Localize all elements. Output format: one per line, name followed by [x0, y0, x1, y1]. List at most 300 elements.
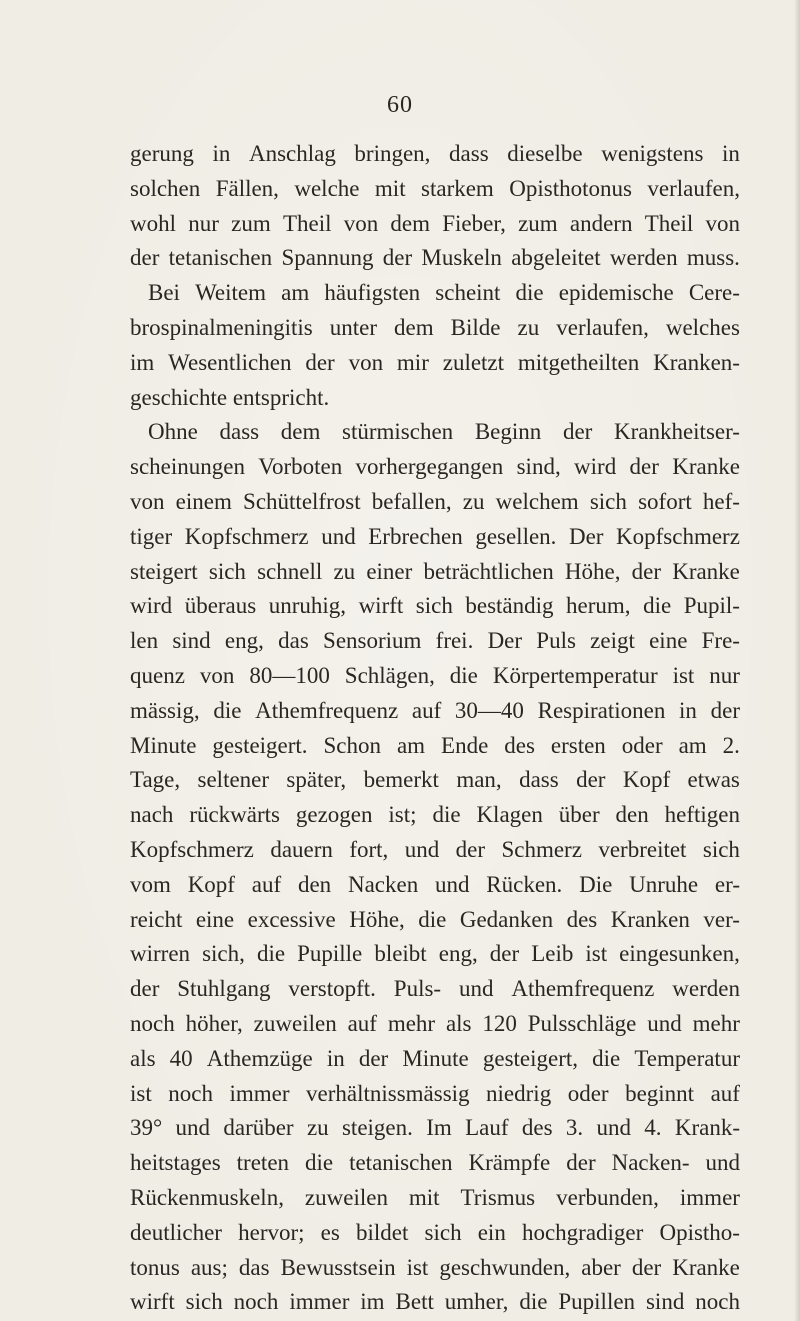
word: eingesunken, — [619, 941, 740, 967]
word: scheint — [435, 280, 501, 306]
word: Stuhlgang — [177, 976, 271, 1002]
word: andern — [569, 210, 633, 236]
word: scheinungen — [130, 454, 245, 480]
word: im — [130, 349, 155, 375]
word: die — [213, 697, 242, 723]
word: steigert — [130, 558, 198, 584]
text-line — [130, 172, 740, 207]
word: das — [238, 1254, 270, 1280]
word: zum — [231, 210, 271, 236]
text-line — [130, 346, 740, 381]
word: oder — [621, 732, 663, 758]
word: Cere- — [688, 280, 740, 306]
word: und — [435, 871, 470, 897]
word: excessive — [247, 906, 336, 932]
word: sich — [589, 488, 627, 514]
word: der — [631, 558, 662, 584]
word: herum, — [566, 593, 631, 619]
word: und — [404, 836, 440, 862]
word: werden — [609, 245, 678, 271]
word: eine — [195, 906, 235, 932]
word: wird — [130, 593, 173, 619]
word: die — [643, 593, 672, 619]
text-line — [130, 1042, 740, 1077]
word: sich, — [202, 941, 245, 967]
word: die — [432, 802, 461, 828]
word: man, — [456, 767, 502, 793]
word: Bei — [148, 280, 180, 306]
word: Weitem — [195, 280, 267, 306]
word: dass — [519, 767, 559, 793]
word: von — [343, 210, 379, 236]
word: die — [418, 906, 447, 932]
text-line — [130, 137, 740, 172]
word: epidemische — [558, 280, 674, 306]
word: des — [566, 906, 598, 932]
word: das — [278, 628, 309, 654]
word: später, — [286, 767, 347, 793]
text-line — [130, 903, 740, 938]
word: noch — [130, 1010, 175, 1036]
word: 39° — [130, 1115, 163, 1141]
text-line — [130, 1216, 740, 1251]
word: aus; — [190, 1254, 228, 1280]
word: noch — [168, 1080, 213, 1106]
word: der — [305, 349, 335, 375]
word: er- — [714, 871, 740, 897]
word: der — [455, 836, 486, 862]
word: über — [558, 802, 600, 828]
word: ver- — [703, 906, 740, 932]
word: quenz — [130, 662, 185, 688]
word: der — [562, 419, 593, 445]
page-number: 60 — [387, 92, 413, 118]
text-line — [130, 659, 740, 694]
word: dem — [280, 419, 321, 445]
word: Der — [568, 523, 604, 549]
word: schnell — [257, 558, 323, 584]
word: 30—40 — [454, 697, 524, 723]
word: nur — [188, 210, 219, 236]
word: Fieber, — [442, 210, 506, 236]
word: Athemfrequenz — [255, 697, 399, 723]
word: wirren — [130, 941, 191, 967]
word: geschwunden, — [439, 1254, 571, 1280]
word: Tage, — [130, 767, 181, 793]
word: Minute — [130, 732, 197, 758]
word: zeigt — [590, 628, 635, 654]
word: eng, — [438, 941, 478, 967]
word: Pupillen — [558, 1289, 636, 1315]
word: sich — [424, 1219, 462, 1245]
word: die — [305, 1150, 334, 1176]
text-line — [130, 415, 740, 450]
text-line — [130, 207, 740, 242]
word: 80—100 — [249, 662, 330, 688]
word: Theil — [644, 210, 694, 236]
word: hef- — [702, 488, 740, 514]
word: Trismus — [460, 1184, 536, 1210]
word: Opistho- — [659, 1219, 740, 1245]
word: tetanischen — [168, 245, 273, 271]
word: des — [504, 732, 535, 758]
word: zu — [306, 1115, 329, 1141]
word: unruhig, — [268, 593, 347, 619]
word: mitgetheilten — [517, 349, 640, 375]
word: Fre- — [701, 628, 740, 654]
word: umher, — [444, 1289, 509, 1315]
word: beginnt — [625, 1080, 695, 1106]
text-line — [130, 520, 740, 555]
word: mit — [408, 1184, 440, 1210]
text-line — [130, 868, 740, 903]
word: aber — [581, 1254, 621, 1280]
word: am — [281, 280, 310, 306]
word: Krankheitser- — [613, 419, 740, 445]
word: eng, — [224, 628, 264, 654]
word: von — [130, 488, 165, 514]
word: gezogen — [295, 802, 373, 828]
word: zuweilen — [253, 1010, 337, 1036]
word: einem — [175, 488, 232, 514]
word: vorhergegangen — [355, 454, 504, 480]
text-line — [130, 1007, 740, 1042]
word: zu — [517, 314, 540, 340]
text-line — [130, 729, 740, 764]
word: Respirationen — [537, 697, 666, 723]
word: immer — [289, 1289, 350, 1315]
word: deutlicher — [130, 1219, 222, 1245]
word: es — [320, 1219, 340, 1245]
word: Anschlag — [248, 141, 336, 166]
word: die — [515, 280, 544, 306]
word: in — [722, 141, 740, 166]
word: bleibt — [374, 941, 427, 967]
word: mässig, — [130, 697, 200, 723]
word: Kranken- — [653, 349, 740, 375]
word: und — [458, 976, 494, 1002]
word: ist — [585, 941, 608, 967]
word: Lauf — [465, 1115, 509, 1141]
word: 2. — [722, 732, 740, 758]
word: 4. — [644, 1115, 662, 1141]
word: sofort — [638, 488, 692, 514]
word: auf — [347, 1010, 377, 1036]
word: der — [710, 697, 740, 723]
word: Krämpfe — [468, 1150, 551, 1176]
word: zuletzt — [442, 349, 505, 375]
word: hervor; — [238, 1219, 305, 1245]
word: verbunden, — [556, 1184, 659, 1210]
word: tonus — [130, 1254, 180, 1280]
word: sich — [208, 558, 246, 584]
text-line — [130, 763, 740, 798]
word: Klagen — [476, 802, 543, 828]
word: der — [358, 1045, 389, 1071]
word: etwas — [687, 767, 740, 793]
word: wird — [574, 454, 617, 480]
word: mit — [374, 175, 406, 201]
word: den — [615, 802, 649, 828]
word: treten — [236, 1150, 290, 1176]
word: Theil — [282, 210, 332, 236]
text-line — [130, 1146, 740, 1181]
word: den — [297, 871, 332, 897]
word: in — [326, 1045, 345, 1071]
word: Pupille — [297, 941, 363, 967]
word: von — [199, 662, 235, 688]
word: sich — [185, 1289, 223, 1315]
word: und — [705, 1150, 740, 1176]
word: des — [521, 1115, 553, 1141]
word: der — [382, 245, 413, 271]
word: immer — [679, 1184, 740, 1210]
text-line — [130, 1111, 740, 1146]
word: sind — [645, 1289, 685, 1315]
word: zum — [518, 210, 558, 236]
text-line — [130, 450, 740, 485]
word: Bett — [395, 1289, 434, 1315]
word: bringen, — [354, 141, 431, 166]
word: von — [348, 349, 384, 375]
word: sind, — [516, 454, 561, 480]
word: am — [396, 732, 426, 758]
word: der — [576, 767, 606, 793]
word: Sensorium — [323, 628, 422, 654]
body-text — [130, 137, 740, 1320]
text-line — [130, 276, 740, 311]
word: wirft — [358, 593, 404, 619]
word: beständig — [465, 593, 554, 619]
word: sind — [172, 628, 211, 654]
word: in — [679, 697, 697, 723]
word: Krank- — [674, 1115, 740, 1141]
text-line — [130, 1251, 740, 1286]
word: zuweilen — [304, 1184, 388, 1210]
word: Unruhe — [629, 871, 699, 897]
word: vom — [130, 871, 171, 897]
word: Wesentlichen — [168, 349, 292, 375]
text-line — [130, 937, 740, 972]
page-edge-shadow — [794, 0, 800, 1321]
word: abgeleitet — [511, 245, 601, 271]
word: von — [705, 210, 740, 236]
word: wirft — [130, 1289, 175, 1315]
text-line — [130, 694, 740, 729]
word: Pulsschläge — [527, 1010, 637, 1036]
word: der — [130, 976, 160, 1002]
word: dem — [394, 314, 434, 340]
word: mehr — [692, 1010, 740, 1036]
word: dauern — [270, 836, 333, 862]
word: Die — [579, 871, 613, 897]
word: Nacken- — [611, 1150, 690, 1176]
word: Rückenmuskeln, — [130, 1184, 284, 1210]
word: reicht — [130, 906, 183, 932]
word: 3. — [565, 1115, 584, 1141]
word: der — [629, 454, 659, 480]
word: welche — [294, 175, 360, 201]
word: beträchtlichen — [423, 558, 554, 584]
word: wohl — [130, 210, 176, 236]
word: ist — [406, 1254, 429, 1280]
word: gesteigert. — [212, 732, 308, 758]
word: noch — [695, 1289, 740, 1315]
word: Höhe, — [564, 558, 621, 584]
word: muss. — [686, 245, 740, 271]
word: tetanischen — [349, 1150, 453, 1176]
word: mehr — [387, 1010, 436, 1036]
word: höher, — [185, 1010, 243, 1036]
word: brospinalmeningitis — [130, 314, 313, 340]
word: im — [360, 1289, 385, 1315]
word: tiger — [130, 523, 173, 549]
word: eine — [649, 628, 688, 654]
word: rückwärts — [189, 802, 280, 828]
word: Ende — [441, 732, 489, 758]
word: überaus — [184, 593, 257, 619]
word: mir — [396, 349, 429, 375]
word: Muskeln — [421, 245, 502, 271]
word: Der — [487, 628, 523, 654]
word: Rücken. — [486, 871, 563, 897]
word: die — [256, 941, 286, 967]
word: Kranken — [610, 906, 690, 932]
text-line — [130, 241, 740, 276]
word: auf — [411, 697, 442, 723]
text-line — [130, 833, 740, 868]
text-line: geschichte entspricht. — [130, 384, 330, 410]
word: der — [566, 1150, 596, 1176]
word: steigen. — [341, 1115, 413, 1141]
word: in — [212, 141, 231, 166]
word: gesteigert, — [482, 1045, 579, 1071]
word: Nacken — [347, 871, 419, 897]
text-line — [130, 1181, 740, 1216]
word: solchen — [130, 175, 201, 201]
word: Kranke — [672, 558, 740, 584]
word: Athemfrequenz — [511, 976, 655, 1002]
word: stürmischen — [342, 419, 454, 445]
word: ist — [672, 662, 695, 688]
word: ein — [477, 1219, 506, 1245]
word: Vorboten — [258, 454, 343, 480]
word: Minute — [402, 1045, 469, 1071]
text-line — [130, 311, 740, 346]
word: wenigstens — [601, 141, 704, 166]
word: ersten — [550, 732, 606, 758]
text-line — [130, 798, 740, 833]
word: zu — [462, 488, 485, 514]
word: Höhe, — [349, 906, 405, 932]
word: Ohne — [148, 419, 198, 445]
word: zu — [333, 558, 356, 584]
word: verhältnissmässig — [306, 1080, 470, 1106]
word: fort, — [349, 836, 389, 862]
word: Kopfschmerz — [184, 523, 309, 549]
word: bemerkt — [363, 767, 439, 793]
word: Kopf — [622, 767, 671, 793]
word: gerung — [130, 141, 194, 166]
word: befallen, — [371, 488, 452, 514]
word: noch — [233, 1289, 279, 1315]
word: bildet — [355, 1219, 409, 1245]
word: welchem — [495, 488, 579, 514]
word: und — [647, 1010, 682, 1036]
word: heftigen — [664, 802, 740, 828]
word: Athemzüge — [206, 1045, 313, 1071]
word: gesellen. — [475, 523, 557, 549]
word: unter — [329, 314, 377, 340]
word: Erbrechen — [368, 523, 463, 549]
word: sich — [415, 593, 453, 619]
word: auf — [251, 871, 282, 897]
word: Fällen, — [215, 175, 279, 201]
word: die — [449, 662, 478, 688]
word: ist — [130, 1080, 152, 1106]
word: Puls- — [393, 976, 442, 1002]
word: nur — [709, 662, 740, 688]
word: Opisthotonus — [509, 175, 632, 201]
word: der — [631, 1254, 662, 1280]
word: verlaufen, — [556, 314, 649, 340]
word: hochgradiger — [521, 1219, 644, 1245]
word: am — [678, 732, 707, 758]
word: verbreitet — [598, 836, 687, 862]
word: Pupil- — [683, 593, 740, 619]
word: Leib — [531, 941, 574, 967]
word: seltener — [197, 767, 270, 793]
word: die — [519, 1289, 548, 1315]
word: auf — [710, 1080, 740, 1106]
word: oder — [567, 1080, 609, 1106]
word: Puls — [536, 628, 576, 654]
word: heitstages — [130, 1150, 221, 1176]
word: und — [321, 523, 356, 549]
word: als — [130, 1045, 156, 1071]
word: Schmerz — [501, 836, 582, 862]
word: die — [592, 1045, 621, 1071]
word: Körpertemperatur — [492, 662, 658, 688]
word: Kranke — [672, 454, 740, 480]
word: Kopf — [187, 871, 235, 897]
text-line — [130, 589, 740, 624]
word: und — [596, 1115, 631, 1141]
text-line — [130, 1285, 740, 1320]
word: Spannung — [281, 245, 374, 271]
word: Schon — [323, 732, 382, 758]
word: Beginn — [474, 419, 542, 445]
word: Kopfschmerz — [130, 836, 254, 862]
word: dass — [219, 419, 260, 445]
word: Im — [426, 1115, 452, 1141]
text-line — [130, 1077, 740, 1112]
word: der — [130, 245, 160, 271]
word: häufigsten — [324, 280, 421, 306]
word: und — [175, 1115, 211, 1141]
word: dass — [449, 141, 489, 166]
word: len — [130, 628, 159, 654]
text-line — [130, 972, 740, 1007]
word: Schlägen, — [344, 662, 435, 688]
word: werden — [672, 976, 740, 1002]
word: niedrig — [486, 1080, 552, 1106]
word: Kopfschmerz — [616, 523, 740, 549]
word: sich — [702, 836, 740, 862]
word: nach — [130, 802, 174, 828]
word: Temperatur — [634, 1045, 740, 1071]
word: immer — [229, 1080, 290, 1106]
